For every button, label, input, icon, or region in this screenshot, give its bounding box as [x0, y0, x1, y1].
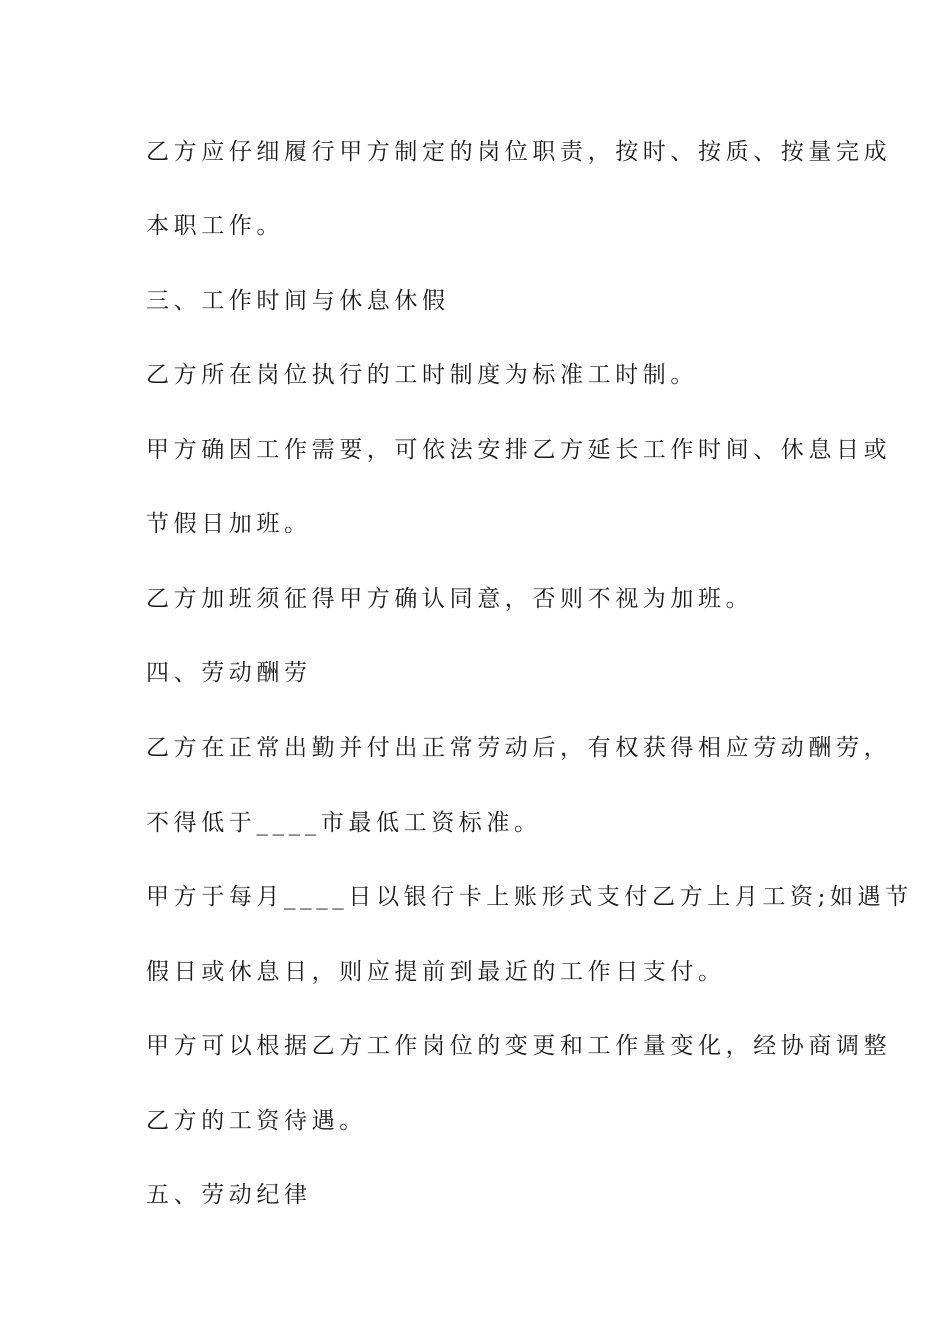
paragraph-line: 甲方可以根据乙方工作岗位的变更和工作量变化，经协商调整	[146, 1033, 892, 1059]
paragraph-line: 乙方所在岗位执行的工时制度为标准工时制。	[146, 362, 698, 388]
paragraph-line: 乙方加班须征得甲方确认同意，否则不视为加班。	[146, 586, 754, 612]
paragraph-line: 不得低于____市最低工资标准。	[146, 810, 542, 836]
paragraph-line: 甲方确因工作需要，可依法安排乙方延长工作时间、休息日或	[146, 437, 892, 463]
section-heading: 五、劳动纪律	[146, 1182, 312, 1208]
paragraph-line: 本职工作。	[146, 213, 284, 239]
paragraph-line: 甲方于每月____日以银行卡上账形式支付乙方上月工资;如遇节	[146, 884, 913, 910]
paragraph-line: 乙方在正常出勤并付出正常劳动后，有权获得相应劳动酬劳，	[146, 735, 892, 761]
section-heading: 三、工作时间与休息休假	[146, 288, 450, 314]
paragraph-line: 乙方的工资待遇。	[146, 1108, 367, 1134]
paragraph-line: 节假日加班。	[146, 511, 312, 537]
section-heading: 四、劳动酬劳	[146, 660, 312, 686]
paragraph-line: 假日或休息日，则应提前到最近的工作日支付。	[146, 959, 726, 985]
paragraph-line: 乙方应仔细履行甲方制定的岗位职责，按时、按质、按量完成	[146, 139, 892, 165]
